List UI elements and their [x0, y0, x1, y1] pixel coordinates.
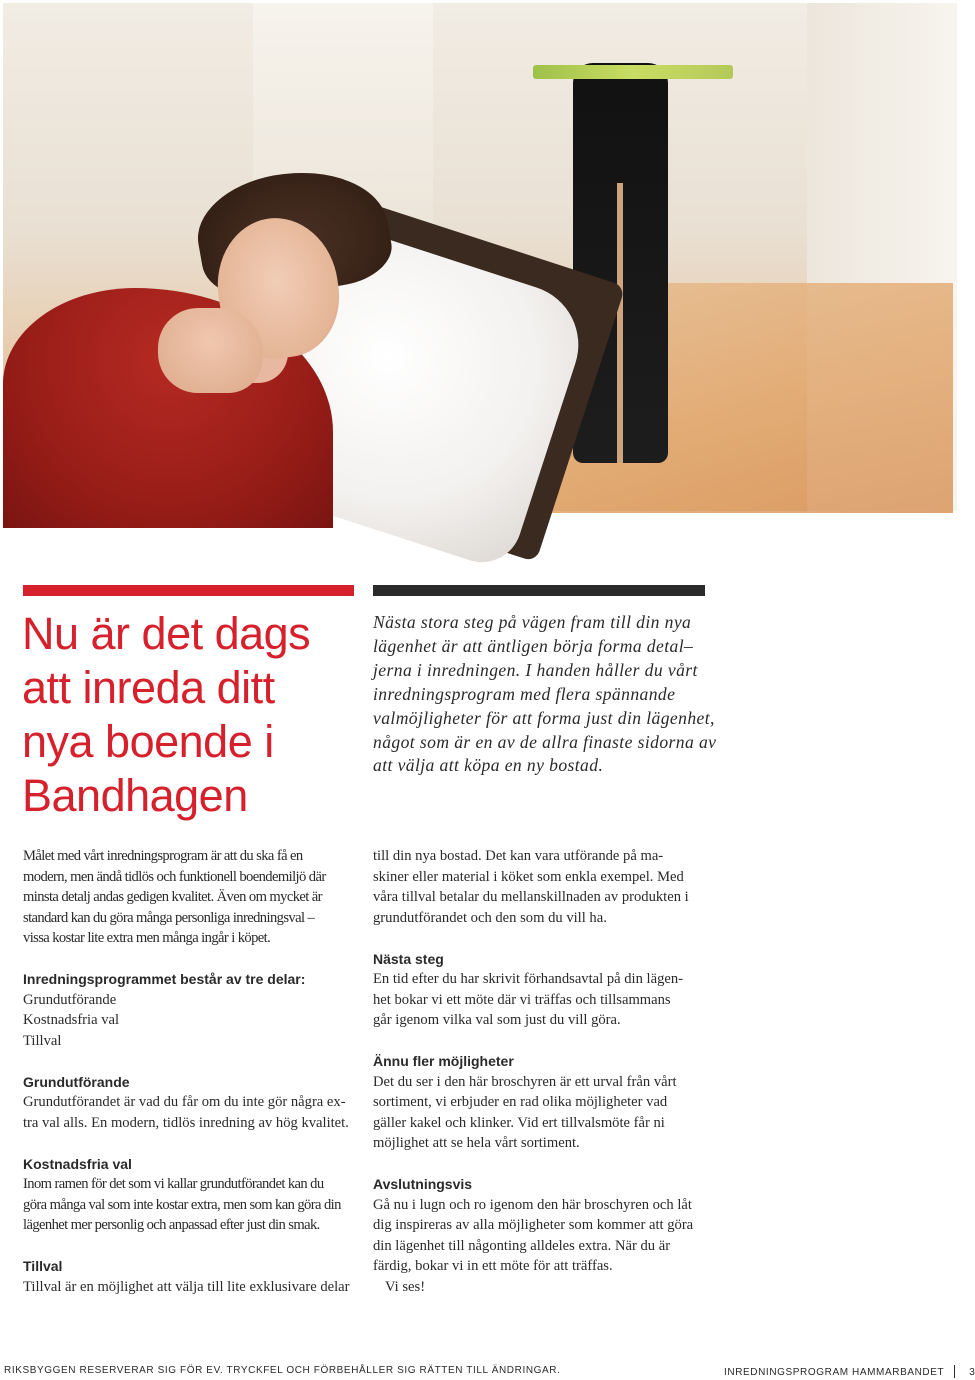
- kostnadsfria-val-heading: Kostnadsfria val: [23, 1155, 132, 1172]
- grundutforande-heading: Grundutförande: [23, 1073, 130, 1090]
- dark-accent-bar: [373, 585, 705, 596]
- nasta-steg-paragraph: En tid efter du har skrivit förhandsavtal på din lägen- het bokar vi ett möte där vi träffas och tillsammans går igenom vilka val som just du vill göra.: [373, 971, 684, 1028]
- tillval-continued-paragraph: till din nya bostad. Det kan vara utförande på ma- skiner eller material i köket som enkla exempel. Med våra tillval betalar du mellanskillnaden av produkten i grundutförandet och den som du vill ha.: [373, 848, 689, 926]
- intro-body-paragraph: Målet med vårt inredningsprogram är att du ska få en modern, men ändå tidlös och funktionell boendemiljö där minsta detalj andas gedigen kvalitet. Även om mycket är standard kan du göra många personliga inredningsval – vissa kostar lite extra men många ingår i köpet.: [23, 848, 326, 946]
- page-number: 3: [969, 1367, 975, 1378]
- avslutningsvis-heading: Avslutningsvis: [373, 1176, 473, 1192]
- avslutningsvis-paragraph: Gå nu i lugn och ro igenom den här broschyren och låt dig inspireras av alla möjligheter som kommer att göra din lägenhet till någonting alldeles extra. När du är färdig, bokar vi in ett möte för att träffas. Vi ses!: [373, 1195, 713, 1298]
- tillval-heading: Tillval: [23, 1258, 63, 1274]
- list-item: Tillval: [23, 1032, 62, 1049]
- left-text-column: [23, 846, 363, 1297]
- red-accent-bar: [23, 585, 354, 596]
- annu-fler-mojligheter-paragraph: Det du ser i den här broschyren är ett urval från vårt sortiment, vi erbjuder en rad olika möjligheter vad gäller kakel och klinker. Vid ert tillvalsmöte får ni möjlighet att se hela vårt sortiment.: [373, 1073, 677, 1151]
- footer-title: INREDNINGSPROGRAM HAMMARBANDET: [724, 1367, 945, 1378]
- parts-heading: Inredningsprogrammet består av tre delar:: [23, 971, 306, 987]
- footer-divider: [954, 1365, 955, 1378]
- hero-photo: [3, 3, 957, 511]
- intro-paragraph: Nästa stora steg på vägen fram till din nya lägenhet är att äntligen börja forma detal– jerna i inredningen. I handen håller du vårt inredningsprogram med flera spännande valmöjligheter för att forma just din lägenhet, något som är en av de allra finaste sidorna av att välja att köpa en ny bostad.: [373, 612, 717, 776]
- right-text-column: [373, 846, 713, 1297]
- footer-page-info: [724, 1365, 975, 1378]
- tillval-paragraph: Tillval är en möjlighet att välja till lite exklusivare delar: [23, 1278, 350, 1295]
- nasta-steg-heading: Nästa steg: [373, 950, 444, 967]
- tray-figure: [533, 65, 733, 79]
- parts-list: [23, 990, 363, 1052]
- kostnadsfria-val-paragraph: Inom ramen för det som vi kallar grundutförandet kan du göra många val som inte kostar extra, men som kan göra din lägenhet mer personlig och anpassad efter just din smak.: [23, 1176, 341, 1233]
- list-item: Grundutförande: [23, 991, 117, 1008]
- page-headline: Nu är det dags att inreda ditt nya boende i Bandhagen: [22, 608, 311, 821]
- signoff-text: Vi ses!: [385, 1278, 426, 1295]
- footer-disclaimer: RIKSBYGGEN RESERVERAR SIG FÖR EV. TRYCKFEL OCH FÖRBEHÅLLER SIG RÄTTEN TILL ÄNDRINGAR.: [4, 1365, 561, 1376]
- list-item: Kostnadsfria val: [23, 1012, 120, 1028]
- annu-fler-mojligheter-heading: Ännu fler möjligheter: [373, 1053, 514, 1069]
- grundutforande-paragraph: Grundutförandet är vad du får om du inte gör några ex- tra val alls. En modern, tidlös inredning av hög kvalitet.: [23, 1094, 349, 1131]
